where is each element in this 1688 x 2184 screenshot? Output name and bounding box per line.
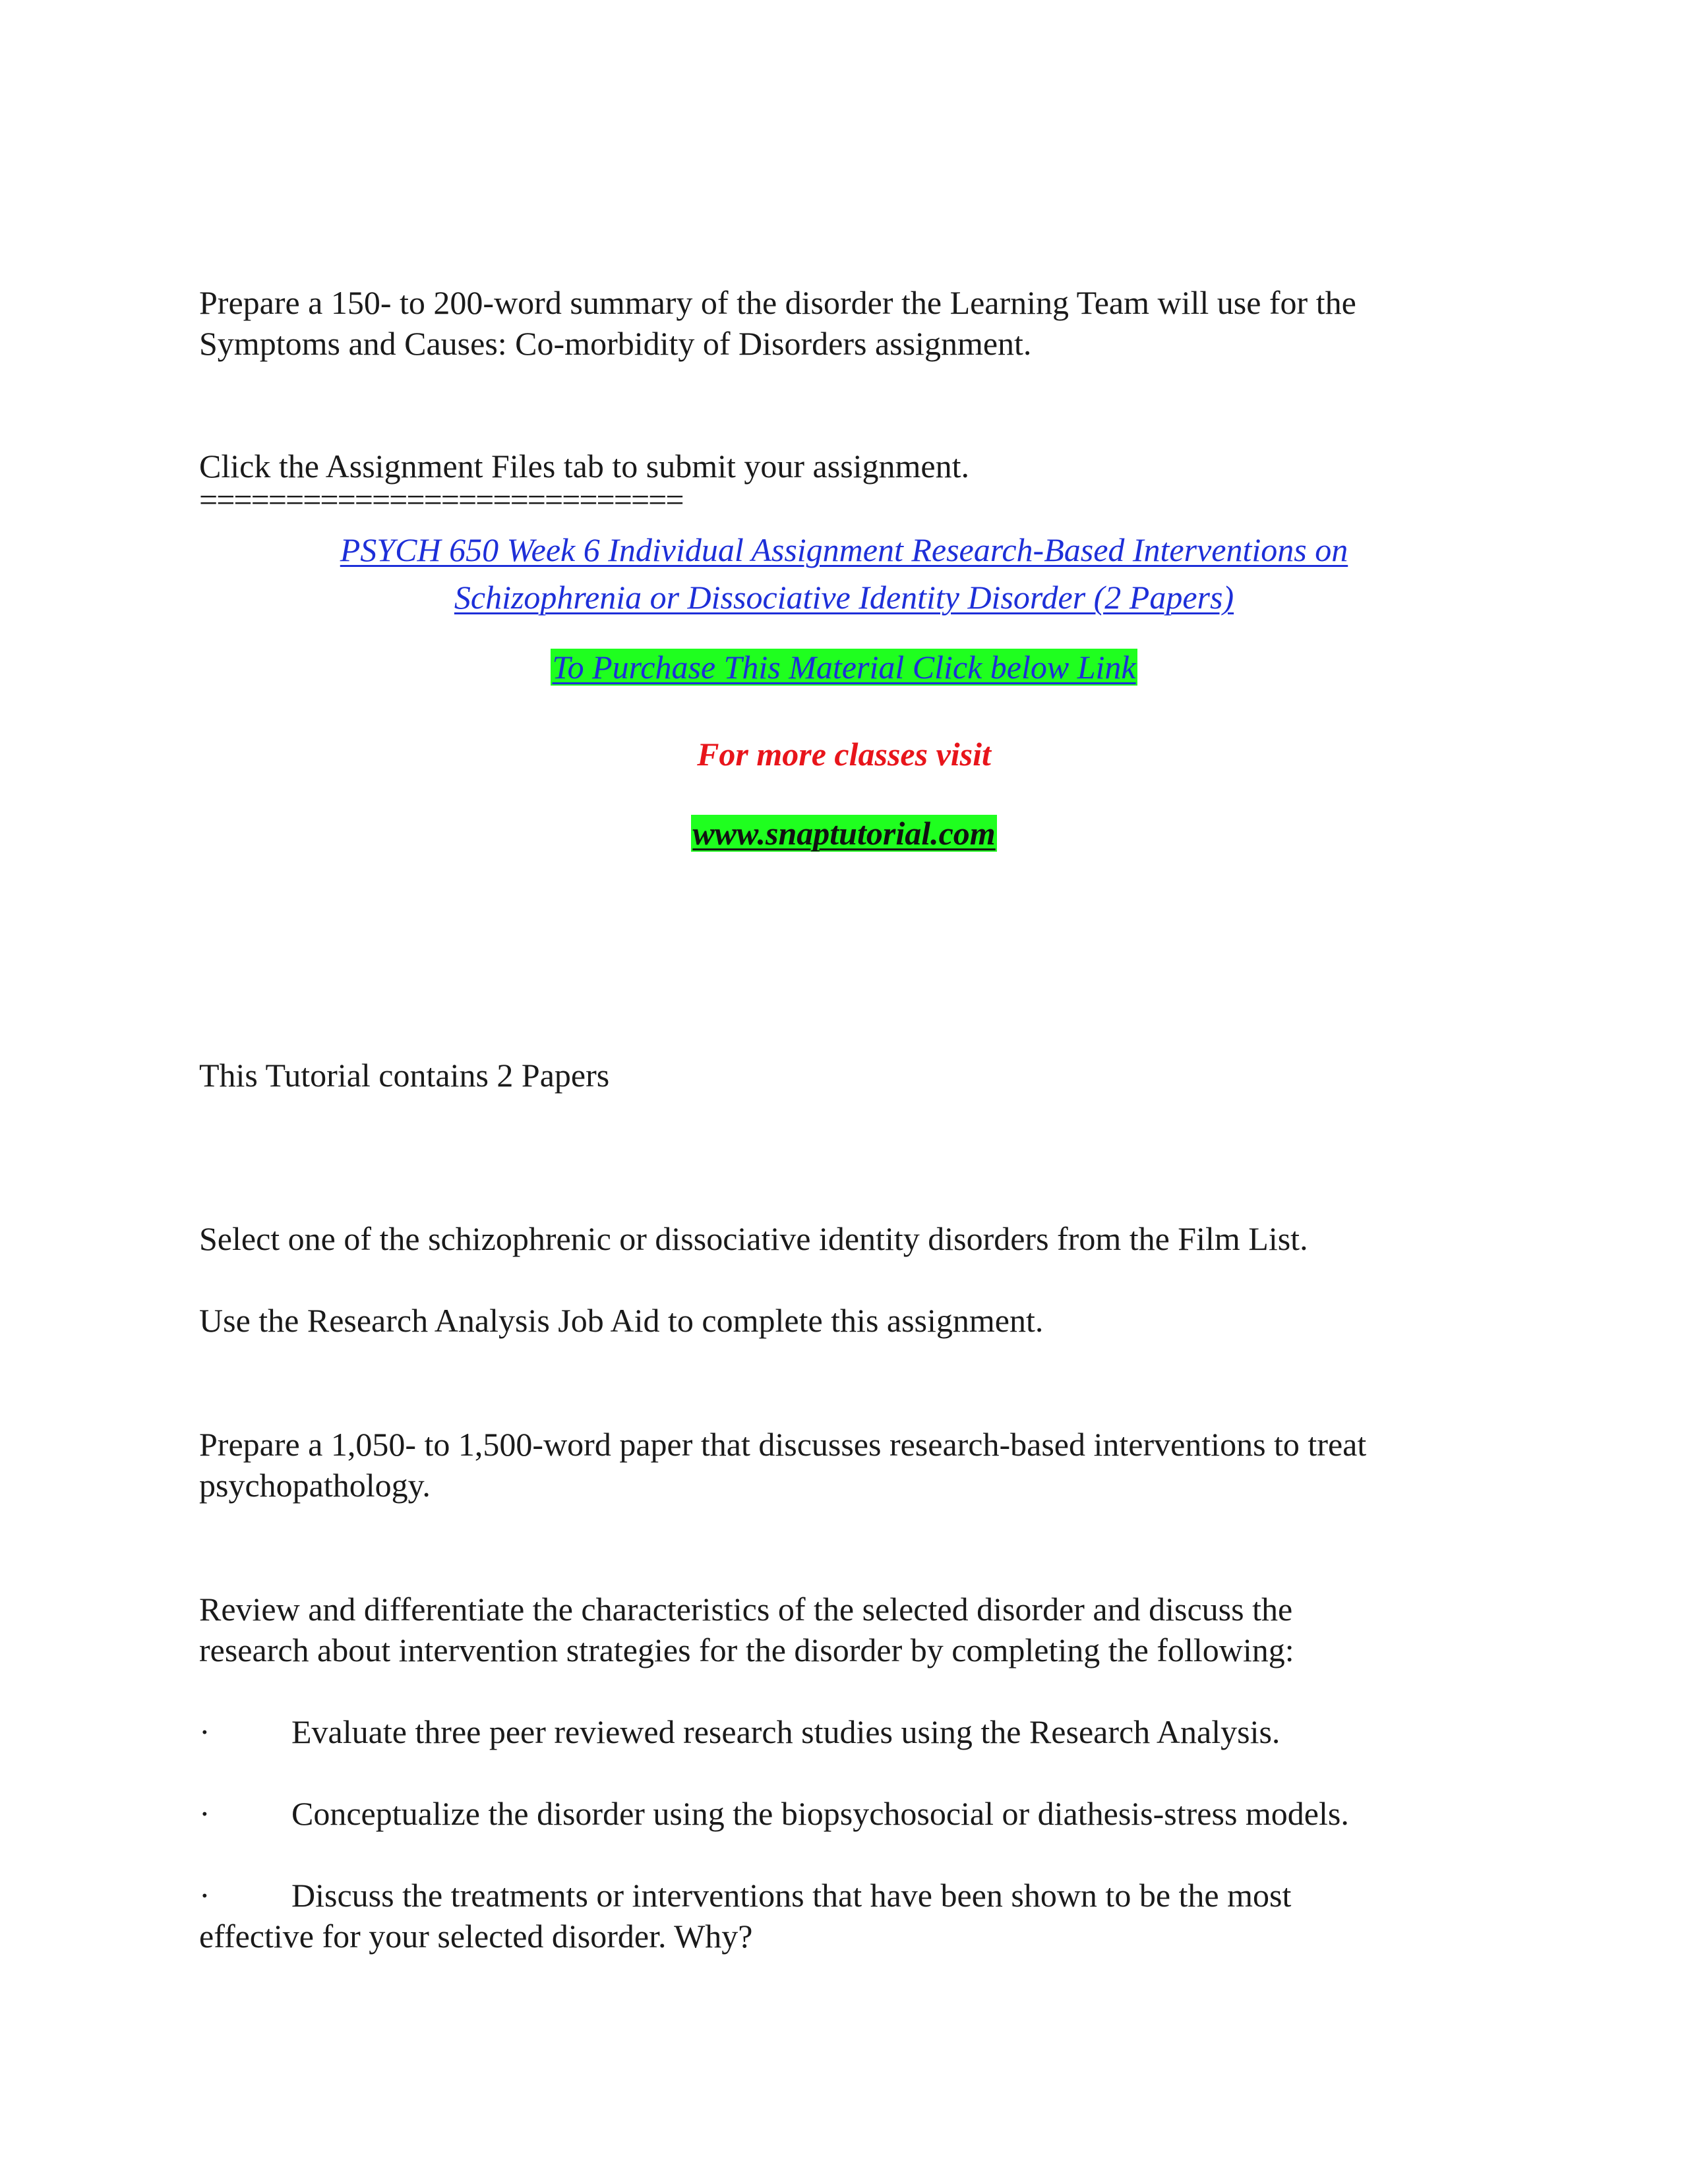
paper-line-2: psychopathology. xyxy=(199,1467,431,1504)
bullet-item-3 xyxy=(199,1875,1505,1957)
promo-title xyxy=(0,526,1688,621)
bullet-dot-3: · xyxy=(199,1877,210,1914)
review-line-1: Review and differentiate the characteristics of the selected disorder and discuss the xyxy=(199,1591,1293,1628)
paper-paragraph xyxy=(199,1424,1505,1506)
bullet-text-3: Discuss the treatments or interventions that have been shown to be the most xyxy=(291,1877,1292,1914)
summary-paragraph xyxy=(199,282,1505,364)
website-link[interactable]: www.snaptutorial.com xyxy=(692,815,996,852)
review-paragraph xyxy=(199,1589,1505,1670)
more-classes-text: For more classes visit xyxy=(697,736,991,773)
bullet-text-2: Conceptualize the disorder using the biopsychosocial or diathesis-stress models. xyxy=(291,1795,1349,1832)
job-aid-instruction: Use the Research Analysis Job Aid to complete this assignment. xyxy=(199,1302,1044,1339)
purchase-row xyxy=(0,646,1688,688)
divider-line: ============================ xyxy=(199,487,683,513)
more-classes-row xyxy=(0,733,1688,775)
review-line-2: research about intervention strategies for the disorder by completing the following: xyxy=(199,1632,1294,1668)
purchase-link[interactable]: To Purchase This Material Click below Link xyxy=(552,649,1136,686)
promo-title-link-line-1[interactable]: PSYCH 650 Week 6 Individual Assignment Research-Based Interventions on xyxy=(340,531,1348,568)
bullet-text-3-continuation: effective for your selected disorder. Why? xyxy=(199,1918,753,1955)
summary-line-2: Symptoms and Causes: Co-morbidity of Disorders assignment. xyxy=(199,325,1032,362)
tutorial-note: This Tutorial contains 2 Papers xyxy=(199,1057,610,1094)
summary-line-1: Prepare a 150- to 200-word summary of the disorder the Learning Team will use for the xyxy=(199,284,1356,321)
promo-title-link-line-2[interactable]: Schizophrenia or Dissociative Identity Disorder (2 Papers) xyxy=(454,579,1234,616)
select-instruction: Select one of the schizophrenic or dissociative identity disorders from the Film List. xyxy=(199,1220,1308,1257)
paper-line-1: Prepare a 1,050- to 1,500-word paper that discusses research-based interventions to treat xyxy=(199,1426,1367,1463)
bullet-item-2 xyxy=(199,1793,1505,1834)
bullet-dot-2: · xyxy=(199,1795,210,1832)
bullet-item-1 xyxy=(199,1711,1505,1752)
website-row xyxy=(0,812,1688,854)
submit-instruction: Click the Assignment Files tab to submit your assignment. xyxy=(199,448,970,485)
bullet-text-1: Evaluate three peer reviewed research studies using the Research Analysis. xyxy=(291,1713,1281,1750)
bullet-dot-1: · xyxy=(199,1713,210,1750)
